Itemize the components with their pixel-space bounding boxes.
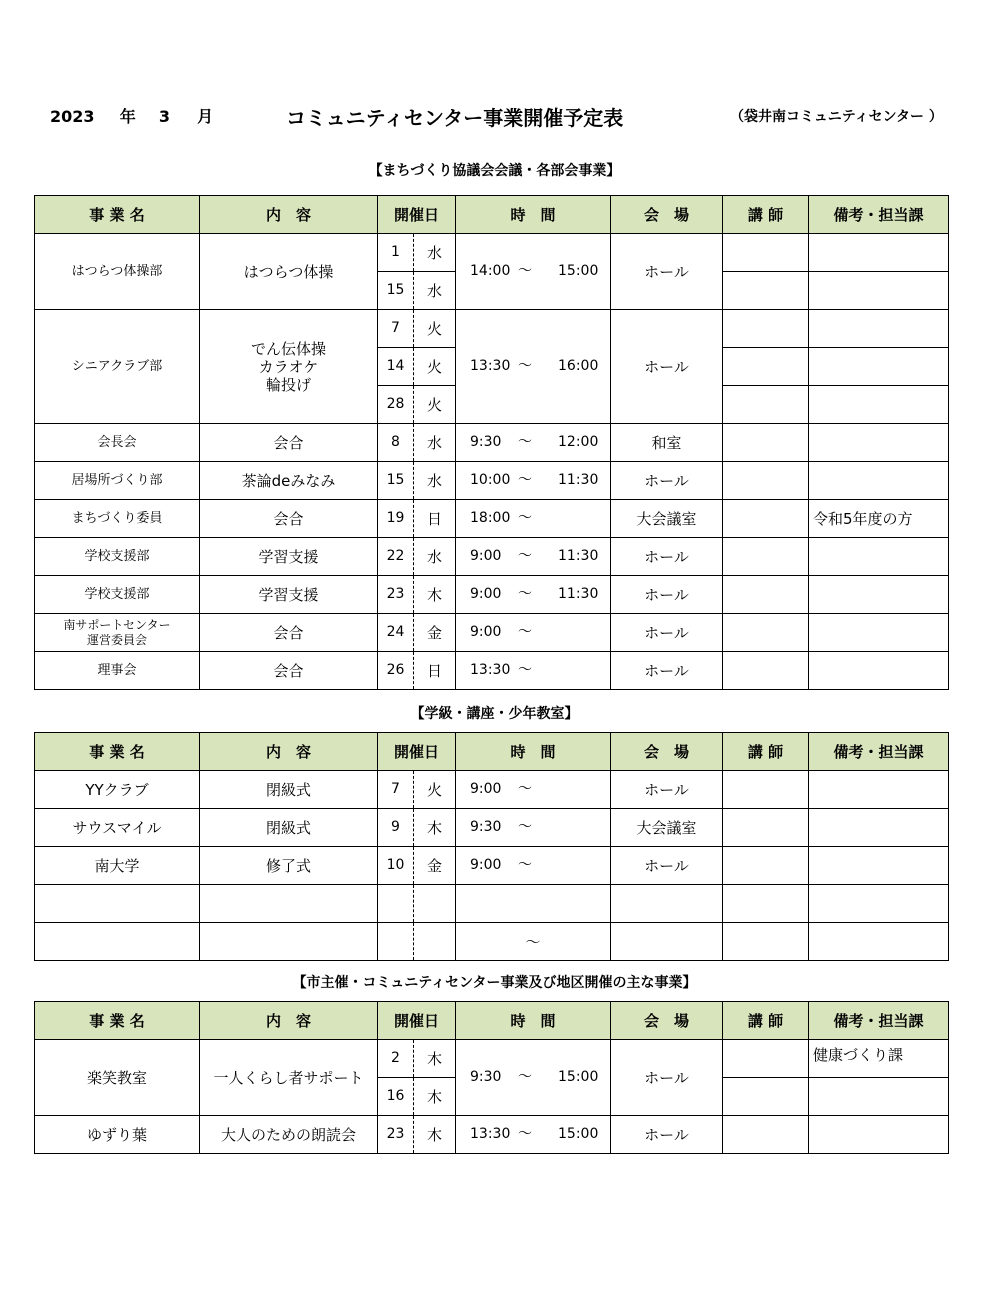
instructor: [723, 310, 809, 348]
event-content: 大人のための朗読会: [200, 1116, 378, 1154]
notes: [809, 771, 949, 809]
date-weekday: [414, 923, 456, 961]
event-name: [35, 885, 200, 923]
notes: [809, 809, 949, 847]
time-range: 9:30 ～: [456, 809, 611, 847]
date-weekday: 水: [414, 538, 456, 576]
date-day: 26: [378, 652, 414, 690]
venue: [611, 885, 723, 923]
event-name: ゆずり葉: [35, 1116, 200, 1154]
time-range: 9:00 ～ 11:30: [456, 576, 611, 614]
event-content: 閉級式: [200, 809, 378, 847]
date-weekday: [414, 885, 456, 923]
venue: 和室: [611, 424, 723, 462]
year: 2023: [50, 107, 95, 126]
date-weekday: 火: [414, 771, 456, 809]
event-name: 学校支援部: [35, 538, 200, 576]
event-content: 学習支援: [200, 576, 378, 614]
event-content: 会合: [200, 424, 378, 462]
event-name: 居場所づくり部: [35, 462, 200, 500]
instructor: [723, 614, 809, 652]
table-row: [35, 771, 949, 809]
date-day: 23: [378, 576, 414, 614]
col-header-instructor: 講 師: [723, 733, 809, 771]
venue: ホール: [611, 538, 723, 576]
date-weekday: 水: [414, 234, 456, 272]
date-weekday: 水: [414, 462, 456, 500]
time-range: 9:00 ～: [456, 614, 611, 652]
date-day: 22: [378, 538, 414, 576]
event-name: 楽笑教室: [35, 1040, 200, 1116]
date-weekday: 木: [414, 1116, 456, 1154]
notes: [809, 234, 949, 272]
page-title: コミュニティセンター事業開催予定表: [286, 106, 624, 130]
col-header-notes: 備考・担当課: [809, 196, 949, 234]
venue: ホール: [611, 1116, 723, 1154]
date-weekday: 金: [414, 614, 456, 652]
instructor: [723, 847, 809, 885]
date-day: 10: [378, 847, 414, 885]
instructor: [723, 272, 809, 310]
table-row: [35, 1116, 949, 1154]
date-weekday: 木: [414, 1078, 456, 1116]
date-weekday: 日: [414, 500, 456, 538]
notes: [809, 614, 949, 652]
time-range: 13:30 ～ 15:00: [456, 1116, 611, 1154]
notes: [809, 272, 949, 310]
event-content: [200, 885, 378, 923]
event-name: [35, 923, 200, 961]
event-content: 会合: [200, 652, 378, 690]
date-weekday: 水: [414, 424, 456, 462]
date-day: [378, 923, 414, 961]
venue: ホール: [611, 771, 723, 809]
time-range: 9:30 ～ 12:00: [456, 424, 611, 462]
instructor: [723, 1116, 809, 1154]
event-content: はつらつ体操: [200, 234, 378, 310]
instructor: [723, 923, 809, 961]
notes: [809, 576, 949, 614]
venue: ホール: [611, 234, 723, 310]
notes: [809, 538, 949, 576]
event-content: 茶論deみなみ: [200, 462, 378, 500]
event-name: YYクラブ: [35, 771, 200, 809]
instructor: [723, 386, 809, 424]
event-name: まちづくり委員: [35, 500, 200, 538]
instructor: [723, 348, 809, 386]
time-range: ～: [456, 923, 611, 961]
date-weekday: 水: [414, 272, 456, 310]
schedule-table-3: [34, 1001, 949, 1154]
schedule-table-1: [34, 195, 949, 690]
date-weekday: 木: [414, 809, 456, 847]
table-header-row: [35, 733, 949, 771]
date-weekday: 火: [414, 386, 456, 424]
venue: 大会議室: [611, 809, 723, 847]
date-weekday: 火: [414, 348, 456, 386]
event-content: 会合: [200, 614, 378, 652]
date-day: 7: [378, 771, 414, 809]
event-content: 一人くらし者サポート: [200, 1040, 378, 1116]
col-header-venue: 会 場: [611, 733, 723, 771]
table-row: [35, 424, 949, 462]
event-content: 閉級式: [200, 771, 378, 809]
date-day: 14: [378, 348, 414, 386]
date-weekday: 金: [414, 847, 456, 885]
notes: 令和5年度の方: [809, 500, 949, 538]
col-header-date: 開催日: [378, 733, 456, 771]
table-row: [35, 1040, 949, 1078]
notes: [809, 923, 949, 961]
col-header-date: 開催日: [378, 1002, 456, 1040]
date-day: 24: [378, 614, 414, 652]
instructor: [723, 500, 809, 538]
time-range: 18:00 ～: [456, 500, 611, 538]
event-name: シニアクラブ部: [35, 310, 200, 424]
venue: 大会議室: [611, 500, 723, 538]
table-row: [35, 500, 949, 538]
date-weekday: 木: [414, 1040, 456, 1078]
table-row: [35, 809, 949, 847]
time-range: 9:00 ～: [456, 847, 611, 885]
instructor: [723, 538, 809, 576]
event-content: 会合: [200, 500, 378, 538]
table-row: [35, 847, 949, 885]
venue: ホール: [611, 462, 723, 500]
event-name: サウスマイル: [35, 809, 200, 847]
instructor: [723, 424, 809, 462]
venue: ホール: [611, 310, 723, 424]
table-row: [35, 310, 949, 348]
col-header-instructor: 講 師: [723, 1002, 809, 1040]
time-range: 9:00 ～ 11:30: [456, 538, 611, 576]
date-weekday: 日: [414, 652, 456, 690]
instructor: [723, 1040, 809, 1078]
time-range: 14:00 ～ 15:00: [456, 234, 611, 310]
notes: 健康づくり課: [809, 1040, 949, 1078]
instructor: [723, 1078, 809, 1116]
instructor: [723, 576, 809, 614]
table-row: [35, 923, 949, 961]
instructor: [723, 462, 809, 500]
instructor: [723, 771, 809, 809]
notes: [809, 1078, 949, 1116]
col-header-event-name: 事 業 名: [35, 1002, 200, 1040]
month-unit: 月: [197, 107, 214, 126]
col-header-notes: 備考・担当課: [809, 1002, 949, 1040]
time-range: 13:30 ～: [456, 652, 611, 690]
date-day: 2: [378, 1040, 414, 1078]
notes: [809, 462, 949, 500]
instructor: [723, 885, 809, 923]
section-title-1: 【まちづくり協議会会議・各部会事業】: [368, 163, 621, 179]
event-name: 学校支援部: [35, 576, 200, 614]
notes: [809, 652, 949, 690]
event-name: はつらつ体操部: [35, 234, 200, 310]
table-row: [35, 652, 949, 690]
venue: ホール: [611, 614, 723, 652]
col-header-time: 時 間: [456, 1002, 611, 1040]
notes: [809, 386, 949, 424]
table-row: [35, 576, 949, 614]
col-header-time: 時 間: [456, 733, 611, 771]
notes: [809, 885, 949, 923]
time-range: 10:00 ～ 11:30: [456, 462, 611, 500]
event-content: 修了式: [200, 847, 378, 885]
col-header-notes: 備考・担当課: [809, 733, 949, 771]
notes: [809, 1116, 949, 1154]
table-row: [35, 614, 949, 652]
schedule-table-2: [34, 732, 949, 961]
date-weekday: 火: [414, 310, 456, 348]
event-content: 学習支援: [200, 538, 378, 576]
venue: ホール: [611, 847, 723, 885]
notes: [809, 348, 949, 386]
event-content: [200, 923, 378, 961]
date-day: 16: [378, 1078, 414, 1116]
date-day: [378, 885, 414, 923]
table-row: [35, 462, 949, 500]
event-name: 会長会: [35, 424, 200, 462]
event-name: 南サポートセンター 運営委員会: [35, 614, 200, 652]
date-day: 23: [378, 1116, 414, 1154]
col-header-time: 時 間: [456, 196, 611, 234]
event-name: 理事会: [35, 652, 200, 690]
table-row: [35, 234, 949, 272]
year-month-label: [50, 104, 213, 127]
time-range: 13:30 ～ 16:00: [456, 310, 611, 424]
date-day: 15: [378, 462, 414, 500]
date-weekday: 木: [414, 576, 456, 614]
event-content: でん伝体操 カラオケ 輪投げ: [200, 310, 378, 424]
date-day: 9: [378, 809, 414, 847]
venue: [611, 923, 723, 961]
col-header-content: 内 容: [200, 733, 378, 771]
date-day: 19: [378, 500, 414, 538]
section-title-2: 【学級・講座・少年教室】: [410, 706, 579, 722]
date-day: 7: [378, 310, 414, 348]
time-range: 9:30 ～ 15:00: [456, 1040, 611, 1116]
section-title-3: 【市主催・コミュニティセンター事業及び地区開催の主な事業】: [292, 975, 697, 991]
notes: [809, 310, 949, 348]
notes: [809, 847, 949, 885]
year-unit: 年: [119, 107, 136, 126]
date-day: 8: [378, 424, 414, 462]
instructor: [723, 234, 809, 272]
date-day: 15: [378, 272, 414, 310]
organization-name: （袋井南コミュニティセンター ）: [730, 109, 943, 125]
venue: ホール: [611, 652, 723, 690]
col-header-venue: 会 場: [611, 1002, 723, 1040]
instructor: [723, 652, 809, 690]
col-header-venue: 会 場: [611, 196, 723, 234]
month: 3: [158, 107, 170, 126]
col-header-event-name: 事 業 名: [35, 733, 200, 771]
venue: ホール: [611, 1040, 723, 1116]
col-header-event-name: 事 業 名: [35, 196, 200, 234]
table-row: [35, 538, 949, 576]
venue: ホール: [611, 576, 723, 614]
table-header-row: [35, 196, 949, 234]
col-header-date: 開催日: [378, 196, 456, 234]
notes: [809, 424, 949, 462]
table-row: [35, 885, 949, 923]
time-range: 9:00 ～: [456, 771, 611, 809]
table-header-row: [35, 1002, 949, 1040]
date-day: 28: [378, 386, 414, 424]
event-name: 南大学: [35, 847, 200, 885]
col-header-instructor: 講 師: [723, 196, 809, 234]
date-day: 1: [378, 234, 414, 272]
col-header-content: 内 容: [200, 196, 378, 234]
col-header-content: 内 容: [200, 1002, 378, 1040]
time-range: [456, 885, 611, 923]
instructor: [723, 809, 809, 847]
